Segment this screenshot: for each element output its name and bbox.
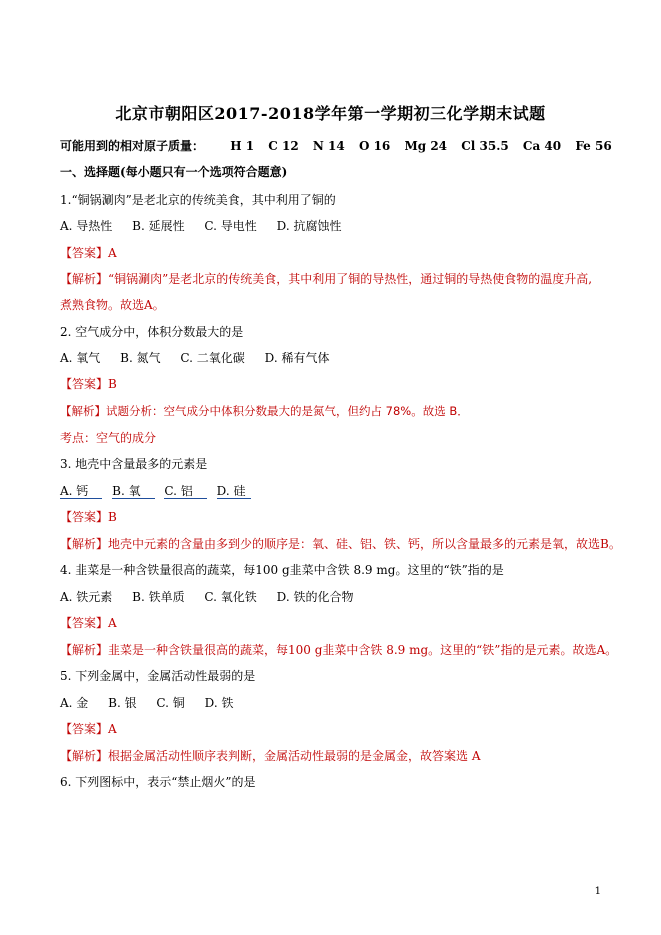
atomic-mass-line — [60, 138, 612, 154]
question-3-analysis: 【解析】地壳中元素的含量由多到少的顺序是：氧、硅、铝、铁、钙，所以含量最多的元素是氧，故选B。 — [60, 537, 621, 551]
page-title: 北京市朝阳区2017-2018学年第一学期初三化学期末试题 — [115, 104, 546, 123]
question-4-stem: 4. 韭菜是一种含铁量很高的蔬菜，每100 g韭菜中含铁 8.9 mg。这里的“铁”指的是 — [60, 563, 504, 577]
q3-option-a: A. 钙 — [60, 484, 102, 499]
question-3-options — [60, 483, 257, 499]
q4-option-d: D. 铁的化合物 — [276, 590, 354, 604]
q4-option-b: B. 铁单质 — [132, 590, 185, 604]
q1-option-d: D. 抗腐蚀性 — [276, 219, 342, 233]
q1-option-b: B. 延展性 — [132, 219, 185, 233]
atomic-mass-h: H 1 — [230, 139, 255, 153]
q2-option-b: B. 氮气 — [120, 351, 161, 365]
q2-option-a: A. 氧气 — [60, 351, 101, 365]
q3-option-b: B. 氧 — [112, 484, 154, 499]
q4-option-c: C. 氧化铁 — [204, 590, 257, 604]
atomic-mass-label: 可能用到的相对原子质量： — [60, 139, 205, 153]
q1-option-c: C. 导电性 — [204, 219, 257, 233]
question-1-stem: 1.“铜锅涮肉”是老北京的传统美食，其中利用了铜的 — [60, 193, 336, 207]
section-heading: 一、选择题(每小题只有一个选项符合题意) — [60, 165, 288, 179]
question-5-stem: 5. 下列金属中，金属活动性最弱的是 — [60, 669, 256, 683]
atomic-mass-fe: Fe 56 — [575, 139, 612, 153]
q3-option-d: D. 硅 — [217, 484, 252, 499]
question-5-analysis: 【解析】根据金属活动性顺序表判断，金属活动性最弱的是金属金，故答案选 A — [60, 749, 481, 763]
question-2-answer: 【答案】B — [60, 377, 117, 391]
q5-option-d: D. 铁 — [204, 696, 234, 710]
question-6-stem: 6. 下列图标中，表示“禁止烟火”的是 — [60, 775, 256, 789]
question-2-point: 考点：空气的成分 — [60, 431, 157, 445]
q5-option-a: A. 金 — [60, 696, 89, 710]
atomic-mass-n: N 14 — [312, 139, 345, 153]
q2-option-d: D. 稀有气体 — [264, 351, 330, 365]
q1-option-a: A. 导热性 — [60, 219, 113, 233]
q4-option-a: A. 铁元素 — [60, 590, 113, 604]
q3-option-c: C. 铝 — [164, 484, 206, 499]
q2-option-c: C. 二氧化碳 — [180, 351, 245, 365]
atomic-mass-c: C 12 — [268, 139, 299, 153]
question-1-answer: 【答案】A — [60, 246, 117, 260]
atomic-mass-ca: Ca 40 — [522, 139, 562, 153]
question-2-options — [60, 350, 329, 366]
atomic-mass-cl: Cl 35.5 — [461, 139, 509, 153]
question-4-options — [60, 589, 353, 605]
page-number: 1 — [594, 886, 601, 897]
question-5-answer: 【答案】A — [60, 722, 117, 736]
question-3-stem: 3. 地壳中含量最多的元素是 — [60, 457, 208, 471]
question-1-analysis-line-1: 【解析】“铜锅涮肉”是老北京的传统美食，其中利用了铜的导热性，通过铜的导热使食物的温度升高, — [60, 272, 593, 286]
atomic-mass-o: O 16 — [358, 139, 391, 153]
question-4-answer: 【答案】A — [60, 616, 117, 630]
question-2-analysis: 【解析】试题分析：空气成分中体积分数最大的是氮气，但约占 78%。故选 B． — [60, 404, 469, 418]
question-5-options — [60, 695, 233, 711]
question-1-analysis-line-2: 煮熟食物。故选A。 — [60, 298, 165, 312]
q5-option-b: B. 银 — [108, 696, 137, 710]
question-3-answer: 【答案】B — [60, 510, 117, 524]
question-4-analysis: 【解析】韭菜是一种含铁量很高的蔬菜，每100 g韭菜中含铁 8.9 mg。这里的“铁”指的是元素。故选A。 — [60, 643, 618, 657]
question-2-stem: 2. 空气成分中，体积分数最大的是 — [60, 325, 244, 339]
q5-option-c: C. 铜 — [156, 696, 185, 710]
question-1-options — [60, 218, 341, 234]
atomic-mass-mg: Mg 24 — [404, 139, 448, 153]
